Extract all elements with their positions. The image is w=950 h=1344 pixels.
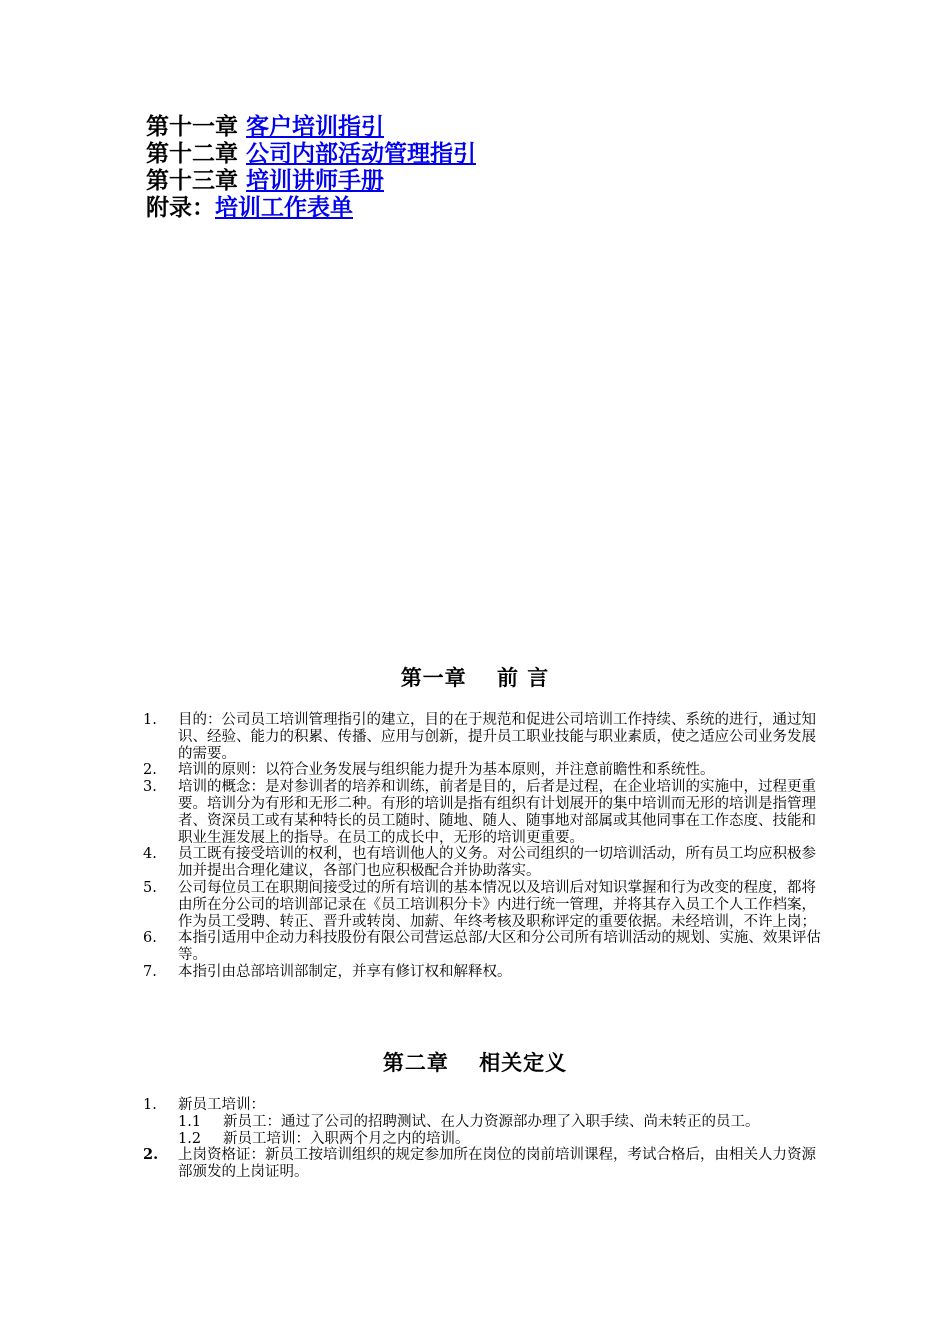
- chapter-1-list: [143, 712, 823, 981]
- sub-item-number: 1.2: [178, 1130, 202, 1147]
- item-number: 3.: [143, 779, 157, 796]
- sub-item-text: 新员工：通过了公司的招聘测试、在人力资源部办理了入职手续、尚未转正的员工。: [223, 1113, 760, 1130]
- item-text: 新员工培训：: [178, 1097, 265, 1113]
- toc-chapter-label: 附录：: [146, 194, 215, 221]
- item-text: 员工既有接受培训的权利，也有培训他人的义务。对公司组织的一切培训活动，所有员工均应积极参加并提出合理化建议，各部门也应积极配合并协助落实。: [178, 846, 816, 880]
- sub-list-item: [143, 1114, 823, 1131]
- list-item: [143, 930, 823, 964]
- list-item: [143, 762, 823, 779]
- toc-chapter-label: 第十一章: [146, 113, 238, 140]
- chapter-1-title: 第一章 前 言: [400, 665, 550, 690]
- list-item: [143, 964, 823, 981]
- toc-chapter-label: 第十三章: [146, 167, 238, 194]
- toc-link-training-forms[interactable]: 培训工作表单: [215, 194, 353, 221]
- item-number: 2.: [143, 762, 157, 779]
- sub-list-item: [143, 1131, 823, 1148]
- toc-row-13: [146, 167, 476, 194]
- item-number: 2.: [143, 1146, 159, 1164]
- toc-chapter-label: 第十二章: [146, 140, 238, 167]
- list-item: [143, 880, 823, 930]
- table-of-contents: [146, 113, 476, 221]
- item-text: 培训的原则：以符合业务发展与组织能力提升为基本原则，并注意前瞻性和系统性。: [178, 762, 715, 779]
- sub-item-text: 新员工培训：入职两个月之内的培训。: [223, 1130, 470, 1147]
- item-number: 5.: [143, 879, 157, 896]
- list-item: [143, 1147, 823, 1181]
- item-text: 培训的概念：是对参训者的培养和训练，前者是目的，后者是过程，在企业培训的实施中，过程更重要。培训分为有形和无形二种。有形的培训是指有组织有计划展开的集中培训而无形的培训是指管理者、资深员工或有某种特长的员工随时、随地、随人、随事地对部属或其他同事在工作态度、技能和职业生涯发展上的指导。在员工的成长中，无形的培训更重要。: [178, 779, 816, 846]
- chapter-2-title: 第二章 相关定义: [382, 1050, 568, 1075]
- item-text: 公司每位员工在职期间接受过的所有培训的基本情况以及培训后对知识掌握和行为改变的程度，都将由所在分公司的培训部记录在《员工培训积分卡》内进行统一管理，并将其存入员工个人工作档案，作为员工受聘、转正、晋升或转岗、加薪、年终考核及职称评定的重要依据。未经培训，不许上岗；: [178, 879, 816, 930]
- list-item: [143, 1097, 823, 1114]
- toc-link-customer-training[interactable]: 客户培训指引: [246, 113, 385, 140]
- toc-link-internal-activities[interactable]: 公司内部活动管理指引: [246, 140, 477, 167]
- list-item: [143, 779, 823, 846]
- item-text: 目的：公司员工培训管理指引的建立，目的在于规范和促进公司培训工作持续、系统的进行，通过知识、经验、能力的积累、传播、应用与创新，提升员工职业技能与职业素质，使之适应公司业务发展的需要。: [178, 712, 816, 762]
- toc-row-11: [146, 113, 476, 140]
- item-number: 4.: [143, 846, 157, 863]
- chapter-2-list: [143, 1097, 823, 1181]
- list-item: [143, 712, 823, 762]
- list-item: [143, 846, 823, 880]
- item-number: 1.: [143, 712, 157, 728]
- item-number: 1.: [143, 1097, 157, 1113]
- sub-item-number: 1.1: [178, 1113, 202, 1130]
- item-number: 6.: [143, 930, 157, 947]
- toc-row-appendix: [146, 194, 476, 221]
- item-text: 上岗资格证：新员工按培训组织的规定参加所在岗位的岗前培训课程，考试合格后，由相关人力资源部颁发的上岗证明。: [178, 1147, 816, 1181]
- item-text: 本指引由总部培训部制定，并享有修订权和解释权。: [178, 963, 512, 980]
- toc-row-12: [146, 140, 476, 167]
- item-text: 本指引适用中企动力科技股份有限公司营运总部/大区和分公司所有培训活动的规划、实施、效果评估等。: [178, 930, 821, 964]
- toc-link-trainer-handbook[interactable]: 培训讲师手册: [246, 167, 385, 194]
- item-number: 7.: [143, 963, 157, 980]
